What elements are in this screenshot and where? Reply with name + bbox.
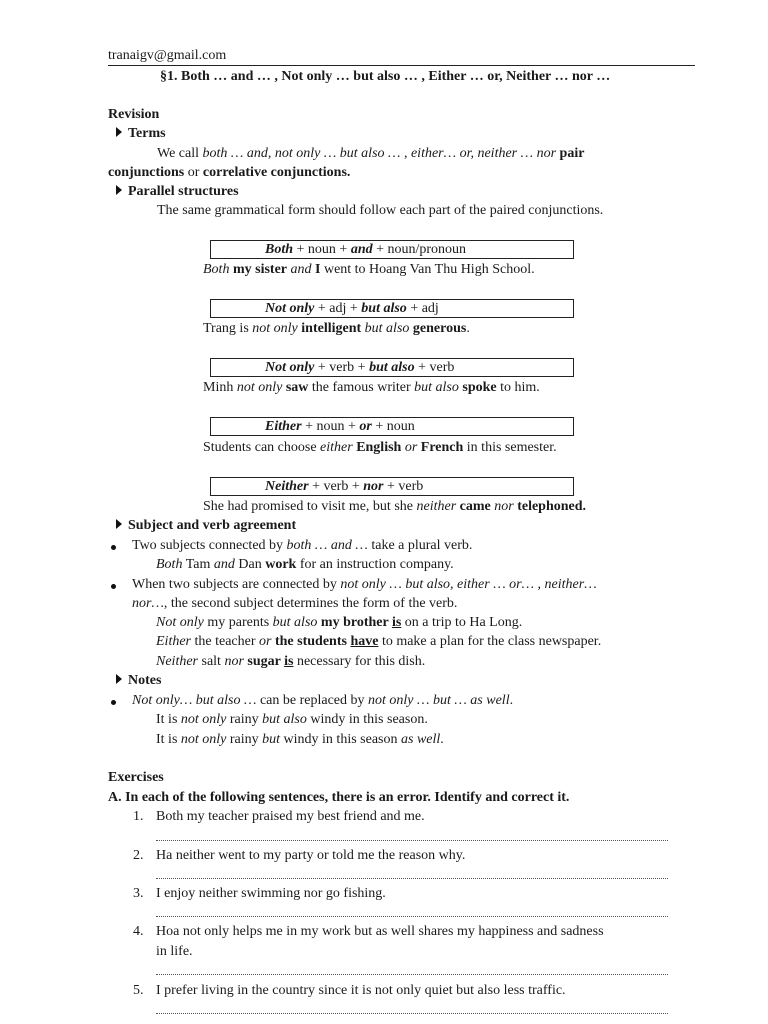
formula: Neither + verb + nor + verb [265,479,424,494]
revision-heading: Revision [108,107,160,122]
formula: Either + noun + or + noun [265,419,415,434]
agreement-rule-1: Two subjects connected by both … and … take a plural verb. [132,538,473,553]
notes-example: It is not only rainy but also windy in this season. [156,712,428,727]
exercise-instruction: A. In each of the following sentences, there is an error. Identify and correct it. [108,790,570,805]
triangle-bullet-icon [116,185,122,195]
exercise-number: 2. [133,848,144,863]
exercise-sentence: I prefer living in the country since it is not only quiet but also less traffic. [156,983,566,998]
author-email: tranaigv@gmail.com [108,48,227,63]
triangle-bullet-icon [116,127,122,137]
terms-line-2: conjunctions or correlative conjunctions. [108,165,351,180]
answer-line[interactable] [156,840,668,841]
answer-line[interactable] [156,974,668,975]
exercise-sentence-cont: in life. [156,944,193,959]
agreement-heading: Subject and verb agreement [116,517,296,535]
answer-line[interactable] [156,916,668,917]
example-sentence: Minh not only saw the famous writer but also spoke to him. [203,380,540,395]
agreement-rule-2: When two subjects are connected by not only … but also, either … or… , neither… [132,577,597,592]
bullet-dot-icon [111,584,116,589]
exercise-number: 1. [133,809,144,824]
agreement-example: Either the teacher or the students have to make a plan for the class newspaper. [156,634,602,649]
exercise-sentence: Both my teacher praised my best friend and me. [156,809,425,824]
exercise-number: 3. [133,886,144,901]
terms-line-1: We call both … and, not only … but also … , either… or, neither … nor pair [157,146,585,161]
agreement-example: Not only my parents but also my brother is on a trip to Ha Long. [156,615,523,630]
notes-example: It is not only rainy but windy in this season as well. [156,732,444,747]
header-rule [108,65,695,66]
triangle-bullet-icon [116,674,122,684]
exercise-number: 5. [133,983,144,998]
exercises-heading: Exercises [108,770,164,785]
example-sentence: Both my sister and I went to Hoang Van Thu High School. [203,262,535,277]
exercise-sentence: Ha neither went to my party or told me the reason why. [156,848,466,863]
formula: Not only + adj + but also + adj [265,301,439,316]
notes-rule: Not only… but also … can be replaced by not only … but … as well. [132,693,514,708]
agreement-example: Both Tam and Dan work for an instruction company. [156,557,454,572]
exercise-sentence: I enjoy neither swimming nor go fishing. [156,886,386,901]
triangle-bullet-icon [116,519,122,529]
exercise-number: 4. [133,924,144,939]
example-sentence: She had promised to visit me, but she neither came nor telephoned. [203,499,587,514]
example-sentence: Trang is not only intelligent but also generous. [203,321,470,336]
answer-line[interactable] [156,878,668,879]
formula-box [210,417,574,436]
bullet-dot-icon [111,545,116,550]
formula: Both + noun + and + noun/pronoun [265,242,467,257]
formula-box [210,299,574,318]
formula: Not only + verb + but also + verb [265,360,455,375]
exercise-sentence: Hoa not only helps me in my work but as well shares my happiness and sadness [156,924,604,939]
parallel-heading: Parallel structures [116,183,239,201]
formula-box [210,477,574,496]
formula-box [210,358,574,377]
answer-line[interactable] [156,1013,668,1014]
parallel-text: The same grammatical form should follow each part of the paired conjunctions. [157,203,604,218]
terms-heading: Terms [116,125,166,143]
page-title: §1. Both … and … , Not only … but also … , Either … or, Neither … nor … [160,69,611,84]
bullet-dot-icon [111,700,116,705]
agreement-rule-2-cont: nor…, the second subject determines the form of the verb. [132,596,458,611]
notes-heading: Notes [116,672,161,690]
example-sentence: Students can choose either English or French in this semester. [203,440,557,455]
formula-box [210,240,574,259]
agreement-example: Neither salt nor sugar is necessary for this dish. [156,654,426,669]
